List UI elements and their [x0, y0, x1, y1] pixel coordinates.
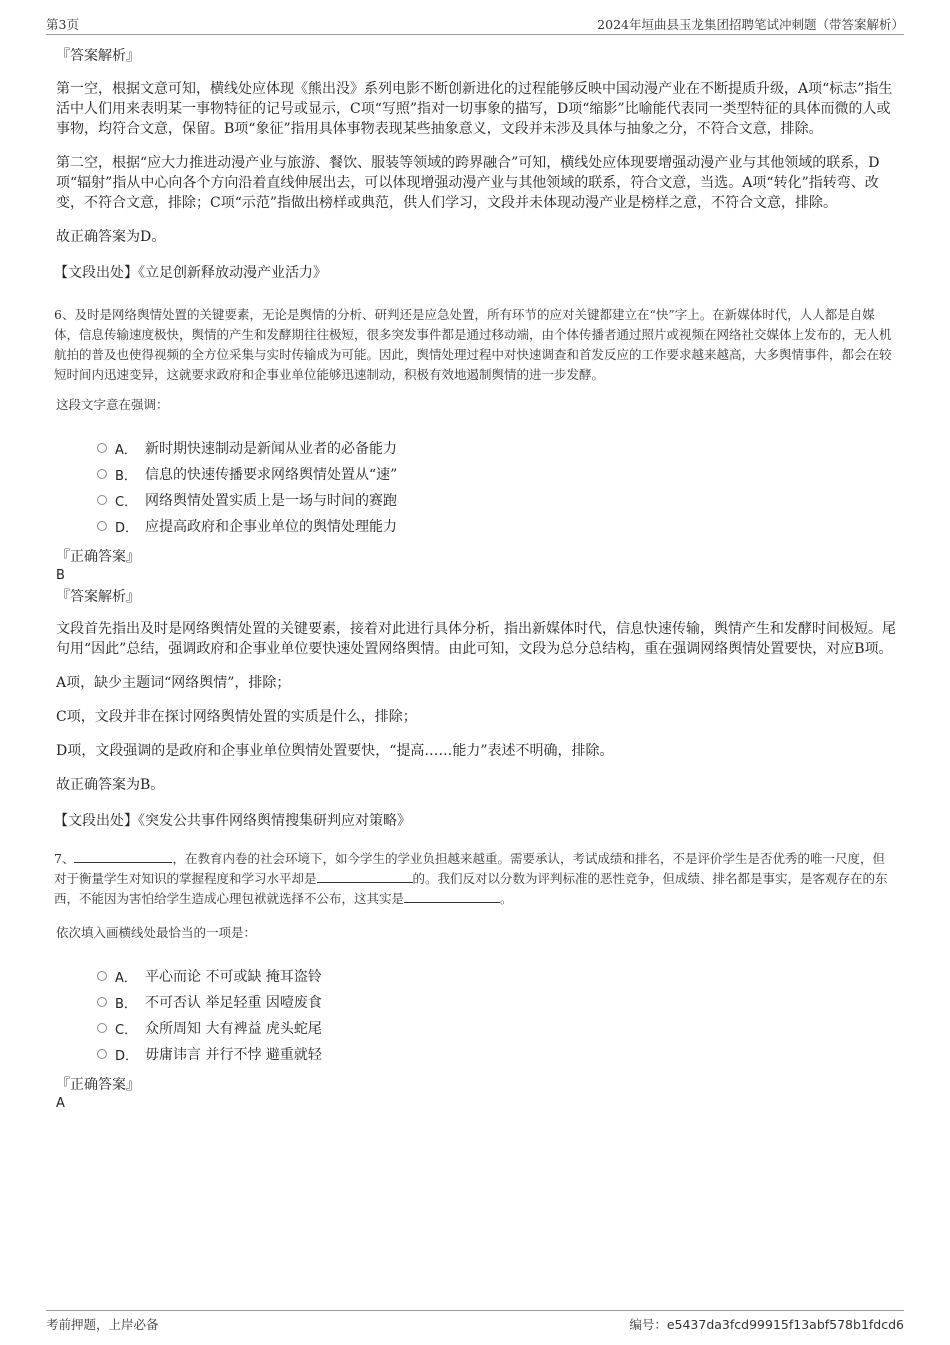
option-d[interactable]: D． 毋庸讳言 并行不悖 避重就轻 [97, 1041, 896, 1067]
fill-blank [317, 870, 413, 883]
page-footer [46, 1310, 904, 1333]
page-header [46, 14, 904, 35]
option-text: 不可否认 举足轻重 因噎废食 [145, 995, 322, 1011]
correct-answer: A [56, 1096, 65, 1111]
question-6-stem: 6、及时是网络舆情处置的关键要素，无论是舆情的分析、研判还是应急处置，所有环节的应对关键都建立在“快”字上。在新媒体时代，人人都是自媒体，信息传输速度极快，舆情的产生和发酵期往往极短，很多突发事件都是通过移动端，由个体传播者通过照片或视频在网络社交媒体上发布的，无人机航拍的普及也使得视频的全方位采集与实时传输成为可能。因此，舆情处理过程中对快速调查和首发反应的工作要求越来越高，大多舆情事件，都会在较短时间内迅速变异，这就要求政府和企事业单位能够迅速制动，积极有效地遏制舆情的进一步发酵。 [54, 307, 892, 382]
option-d[interactable]: D． 应提高政府和企事业单位的舆情处理能力 [97, 513, 896, 539]
option-text: 应提高政府和企事业单位的舆情处理能力 [145, 519, 397, 535]
option-text: 网络舆情处置实质上是一场与时间的赛跑 [145, 493, 397, 509]
option-text: 新时期快速制动是新闻从业者的必备能力 [145, 441, 397, 457]
analysis-paragraph: D项，文段强调的是政府和企事业单位舆情处置要快，“提高……能力”表述不明确，排除。 [56, 743, 614, 759]
question-7-prompt: 依次填入画横线处最恰当的一项是： [56, 925, 257, 940]
analysis-paragraph: A项，缺少主题词“网络舆情”，排除； [56, 675, 291, 691]
radio-button-icon[interactable] [97, 997, 107, 1007]
question-7-stem: 7、 ，在教育内卷的社会环境下，如今学生的学业负担越来越重。需要承认，考试成绩和排名，不是评价学生是否优秀的唯一尺度，但对于衡量学生对知识的掌握程度和学习水平却是 的。我们反对以分数为评判标准的恶性竞争，但成绩、排名都是事实，是客观存在的东西，不能因为害怕给学生造成心理包袱就选择不公布，这其实是 。 [54, 851, 888, 906]
correct-answer-label: 『正确答案』 [56, 1077, 140, 1093]
question-7-options [97, 963, 896, 1067]
conclusion: 故正确答案为B。 [56, 777, 165, 793]
option-text: 平心而论 不可或缺 掩耳盗铃 [145, 969, 322, 985]
document-code: 编号：e5437da3fcd99915f13abf578b1fdcd6 [629, 1317, 904, 1332]
option-b[interactable]: B． 不可否认 举足轻重 因噎废食 [97, 989, 896, 1015]
footer-slogan: 考前押题，上岸必备 [46, 1317, 159, 1332]
radio-button-icon[interactable] [97, 521, 107, 531]
option-text: 毋庸讳言 并行不悖 避重就轻 [145, 1047, 322, 1063]
conclusion: 故正确答案为D。 [56, 229, 166, 245]
option-c[interactable]: C． 网络舆情处置实质上是一场与时间的赛跑 [97, 487, 896, 513]
option-b[interactable]: B． 信息的快速传播要求网络舆情处置从“速” [97, 461, 896, 487]
source-citation: 【文段出处】《立足创新释放动漫产业活力》 [54, 265, 327, 281]
radio-button-icon[interactable] [97, 495, 107, 505]
correct-answer: B [56, 568, 65, 583]
analysis-paragraph: 第一空，根据文意可知，横线处应体现《熊出没》系列电影不断创新进化的过程能够反映中国动漫产业在不断提质升级，A项“标志”指生活中人们用来表明某一事物特征的记号或显示，C项“写照”指对一切事象的描写，D项“缩影”比喻能代表同一类型特征的具体而微的人或事物，均符合文意，保留。B项“象征”指用具体事物表现某些抽象意义，文段并未涉及具体与抽象之分，不符合文意，排除。 [56, 81, 893, 137]
option-a[interactable]: A． 平心而论 不可或缺 掩耳盗铃 [97, 963, 896, 989]
page-number: 第3页 [46, 17, 79, 32]
option-a[interactable]: A． 新时期快速制动是新闻从业者的必备能力 [97, 435, 896, 461]
page-content [56, 46, 896, 1113]
fill-blank [404, 890, 500, 903]
option-c[interactable]: C． 众所周知 大有裨益 虎头蛇尾 [97, 1015, 896, 1041]
analysis-label: 『答案解析』 [56, 589, 140, 605]
fill-blank [74, 850, 172, 863]
radio-button-icon[interactable] [97, 1049, 107, 1059]
radio-button-icon[interactable] [97, 443, 107, 453]
radio-button-icon[interactable] [97, 469, 107, 479]
analysis-paragraph: 文段首先指出及时是网络舆情处置的关键要素，接着对此进行具体分析，指出新媒体时代，信息快速传输，舆情产生和发酵时间极短。尾句用“因此”总结，强调政府和企事业单位要快速处置网络舆情。由此可知，文段为总分总结构，重在强调网络舆情处置要快，对应B项。 [56, 621, 896, 657]
question-6-prompt: 这段文字意在强调： [56, 397, 169, 412]
source-citation: 【文段出处】《突发公共事件网络舆情搜集研判应对策略》 [54, 813, 411, 829]
option-text: 信息的快速传播要求网络舆情处置从“速” [145, 467, 398, 483]
correct-answer-label: 『正确答案』 [56, 549, 140, 565]
analysis-label: 『答案解析』 [56, 48, 140, 64]
document-title: 2024年垣曲县玉龙集团招聘笔试冲刺题（带答案解析） [597, 17, 904, 32]
analysis-paragraph: C项，文段并非在探讨网络舆情处置的实质是什么，排除； [56, 709, 417, 725]
option-text: 众所周知 大有裨益 虎头蛇尾 [145, 1021, 322, 1037]
radio-button-icon[interactable] [97, 1023, 107, 1033]
analysis-paragraph: 第二空，根据“应大力推进动漫产业与旅游、餐饮、服装等领域的跨界融合”可知，横线处应体现要增强动漫产业与其他领域的联系，D项“辐射”指从中心向各个方向沿着直线伸展出去，可以体现增强动漫产业与其他领域的联系，符合文意，当选。A项“转化”指转弯、改变，不符合文意，排除；C项“示范”指做出榜样或典范，供人们学习，文段并未体现动漫产业是榜样之意，不符合文意，排除。 [56, 155, 880, 211]
question-6-options [97, 435, 896, 539]
radio-button-icon[interactable] [97, 971, 107, 981]
